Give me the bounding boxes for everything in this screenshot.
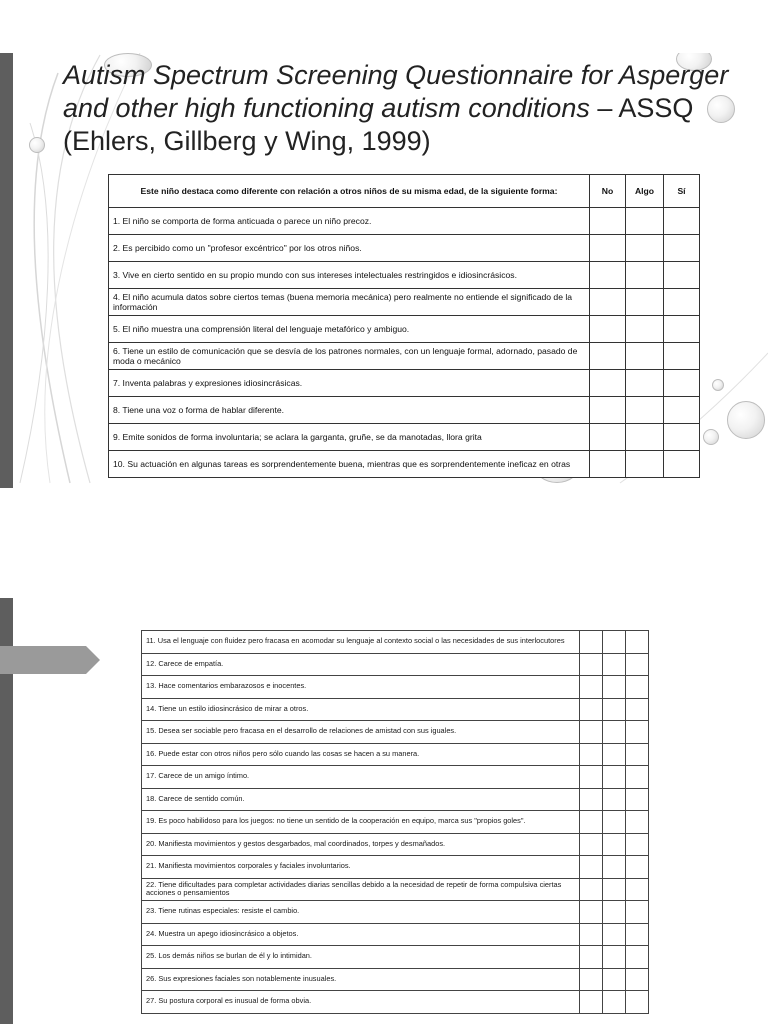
question-text: 18. Carece de sentido común. <box>142 788 580 811</box>
question-text: 19. Es poco habilidoso para los juegos: no tiene un sentido de la cooperación en equipo, marca sus "propios goles". <box>142 811 580 834</box>
table-row <box>142 631 649 654</box>
question-text: 22. Tiene dificultades para completar actividades diarias sencillas debido a la necesidad de repetir de forma compulsiva ciertas acciones o pensamientos <box>142 878 580 901</box>
table-row <box>109 316 700 343</box>
question-text: 21. Manifiesta movimientos corporales y faciales involuntarios. <box>142 856 580 879</box>
table-row <box>109 424 700 451</box>
page-title <box>63 59 743 158</box>
table-row <box>142 901 649 924</box>
answer-algo-cell[interactable] <box>603 653 626 676</box>
answer-no-cell[interactable] <box>580 833 603 856</box>
answer-algo-cell[interactable] <box>603 676 626 699</box>
question-text: 3. Vive en cierto sentido en su propio mundo con sus intereses intelectuales restringidos e idiosincrásicos. <box>109 262 590 289</box>
question-text: 10. Su actuación en algunas tareas es sorprendentemente buena, mientras que es sorprendentemente ineficaz en otras <box>109 451 590 478</box>
table-row <box>109 289 700 316</box>
answer-si-cell[interactable] <box>664 370 700 397</box>
answer-no-cell[interactable] <box>590 370 626 397</box>
header-si: Sí <box>664 175 700 208</box>
answer-si-cell[interactable] <box>626 766 649 789</box>
answer-no-cell[interactable] <box>580 968 603 991</box>
answer-si-cell[interactable] <box>626 653 649 676</box>
table-row <box>109 208 700 235</box>
answer-si-cell[interactable] <box>626 721 649 744</box>
answer-si-cell[interactable] <box>626 698 649 721</box>
table-header-row <box>109 175 700 208</box>
answer-si-cell[interactable] <box>664 424 700 451</box>
bubble-decoration <box>29 137 45 153</box>
bubble-decoration <box>703 429 719 445</box>
answer-si-cell[interactable] <box>626 991 649 1014</box>
answer-no-cell[interactable] <box>590 235 626 262</box>
answer-algo-cell[interactable] <box>603 901 626 924</box>
answer-algo-cell[interactable] <box>626 424 664 451</box>
question-text: 6. Tiene un estilo de comunicación que se desvía de los patrones normales, con un lenguaje formal, adornado, pasado de moda o mecánico <box>109 343 590 370</box>
question-text: 13. Hace comentarios embarazosos e inocentes. <box>142 676 580 699</box>
answer-si-cell[interactable] <box>626 856 649 879</box>
answer-no-cell[interactable] <box>580 698 603 721</box>
question-text: 1. El niño se comporta de forma anticuada o parece un niño precoz. <box>109 208 590 235</box>
answer-si-cell[interactable] <box>664 235 700 262</box>
answer-si-cell[interactable] <box>664 451 700 478</box>
answer-si-cell[interactable] <box>626 676 649 699</box>
answer-no-cell[interactable] <box>580 631 603 654</box>
table-row <box>109 343 700 370</box>
header-algo: Algo <box>626 175 664 208</box>
answer-si-cell[interactable] <box>626 631 649 654</box>
question-text: 7. Inventa palabras y expresiones idiosincrásicas. <box>109 370 590 397</box>
answer-no-cell[interactable] <box>580 788 603 811</box>
answer-algo-cell[interactable] <box>626 235 664 262</box>
title-citation: – ASSQ (Ehlers, Gillberg y Wing, 1999) <box>63 93 694 156</box>
answer-si-cell[interactable] <box>664 289 700 316</box>
answer-algo-cell[interactable] <box>626 451 664 478</box>
table-row <box>142 968 649 991</box>
answer-algo-cell[interactable] <box>626 262 664 289</box>
table-row <box>142 878 649 901</box>
answer-si-cell[interactable] <box>664 343 700 370</box>
answer-si-cell[interactable] <box>664 397 700 424</box>
answer-algo-cell[interactable] <box>626 316 664 343</box>
question-text: 24. Muestra un apego idiosincrásico a objetos. <box>142 923 580 946</box>
answer-no-cell[interactable] <box>580 923 603 946</box>
answer-no-cell[interactable] <box>580 811 603 834</box>
table-row <box>142 743 649 766</box>
answer-algo-cell[interactable] <box>603 631 626 654</box>
table-row <box>109 370 700 397</box>
table-row <box>142 923 649 946</box>
question-text: 14. Tiene un estilo idiosincrásico de mirar a otros. <box>142 698 580 721</box>
answer-algo-cell[interactable] <box>626 397 664 424</box>
header-no: No <box>590 175 626 208</box>
answer-algo-cell[interactable] <box>603 946 626 969</box>
answer-si-cell[interactable] <box>664 316 700 343</box>
table-row <box>109 451 700 478</box>
answer-si-cell[interactable] <box>626 788 649 811</box>
answer-algo-cell[interactable] <box>603 923 626 946</box>
question-text: 23. Tiene rutinas especiales: resiste el cambio. <box>142 901 580 924</box>
slide-1 <box>0 53 768 488</box>
question-text: 9. Emite sonidos de forma involuntaria; se aclara la garganta, gruñe, se da manotadas, llora grita <box>109 424 590 451</box>
question-text: 25. Los demás niños se burlan de él y lo intimidan. <box>142 946 580 969</box>
slide-accent-bar <box>0 53 13 488</box>
answer-algo-cell[interactable] <box>603 698 626 721</box>
answer-algo-cell[interactable] <box>626 343 664 370</box>
answer-no-cell[interactable] <box>580 676 603 699</box>
answer-no-cell[interactable] <box>580 653 603 676</box>
question-text: 15. Desea ser sociable pero fracasa en el desarrollo de relaciones de amistad con sus iguales. <box>142 721 580 744</box>
answer-algo-cell[interactable] <box>603 743 626 766</box>
table-row <box>142 676 649 699</box>
answer-si-cell[interactable] <box>626 901 649 924</box>
questionnaire-table-1 <box>108 174 700 478</box>
answer-algo-cell[interactable] <box>603 968 626 991</box>
answer-si-cell[interactable] <box>626 811 649 834</box>
answer-si-cell[interactable] <box>626 833 649 856</box>
answer-algo-cell[interactable] <box>603 856 626 879</box>
answer-algo-cell[interactable] <box>603 833 626 856</box>
answer-no-cell[interactable] <box>580 901 603 924</box>
bubble-decoration <box>727 401 765 439</box>
table-row <box>142 856 649 879</box>
table-row <box>142 833 649 856</box>
answer-si-cell[interactable] <box>626 923 649 946</box>
answer-no-cell[interactable] <box>580 991 603 1014</box>
answer-no-cell[interactable] <box>580 946 603 969</box>
question-text: 2. Es percibido como un "profesor excéntrico" por los otros niños. <box>109 235 590 262</box>
question-text: 26. Sus expresiones faciales son notablemente inusuales. <box>142 968 580 991</box>
answer-no-cell[interactable] <box>580 721 603 744</box>
table-row <box>142 991 649 1014</box>
answer-no-cell[interactable] <box>590 289 626 316</box>
slide-2 <box>0 598 768 1024</box>
question-text: 5. El niño muestra una comprensión literal del lenguaje metafórico y ambiguo. <box>109 316 590 343</box>
answer-si-cell[interactable] <box>626 743 649 766</box>
answer-no-cell[interactable] <box>580 878 603 901</box>
table-row <box>142 653 649 676</box>
bubble-decoration <box>712 379 724 391</box>
answer-si-cell[interactable] <box>626 878 649 901</box>
question-text: 20. Manifiesta movimientos y gestos desgarbados, mal coordinados, torpes y desmañados. <box>142 833 580 856</box>
answer-algo-cell[interactable] <box>603 788 626 811</box>
answer-no-cell[interactable] <box>590 397 626 424</box>
question-text: 27. Su postura corporal es inusual de forma obvia. <box>142 991 580 1014</box>
answer-si-cell[interactable] <box>626 968 649 991</box>
title-italic: Autism Spectrum Screening Questionnaire for Asperger and other high functioning autism conditions <box>63 60 729 123</box>
question-text: 16. Puede estar con otros niños pero sólo cuando las cosas se hacen a su manera. <box>142 743 580 766</box>
answer-no-cell[interactable] <box>590 424 626 451</box>
answer-no-cell[interactable] <box>580 743 603 766</box>
table-row <box>142 721 649 744</box>
question-text: 17. Carece de un amigo íntimo. <box>142 766 580 789</box>
answer-no-cell[interactable] <box>590 262 626 289</box>
question-text: 12. Carece de empatía. <box>142 653 580 676</box>
answer-algo-cell[interactable] <box>626 289 664 316</box>
table-row <box>142 946 649 969</box>
table-row <box>142 811 649 834</box>
table-row <box>109 235 700 262</box>
answer-algo-cell[interactable] <box>603 766 626 789</box>
table-row <box>142 766 649 789</box>
answer-no-cell[interactable] <box>590 451 626 478</box>
header-question: Este niño destaca como diferente con relación a otros niños de su misma edad, de la siguiente forma: <box>109 175 590 208</box>
answer-no-cell[interactable] <box>590 343 626 370</box>
table-row <box>142 698 649 721</box>
answer-algo-cell[interactable] <box>626 208 664 235</box>
answer-algo-cell[interactable] <box>603 878 626 901</box>
answer-algo-cell[interactable] <box>603 811 626 834</box>
answer-si-cell[interactable] <box>626 946 649 969</box>
table-row <box>109 397 700 424</box>
table-row <box>142 788 649 811</box>
answer-si-cell[interactable] <box>664 208 700 235</box>
answer-no-cell[interactable] <box>590 208 626 235</box>
answer-no-cell[interactable] <box>580 766 603 789</box>
answer-no-cell[interactable] <box>590 316 626 343</box>
answer-no-cell[interactable] <box>580 856 603 879</box>
questionnaire-table-2 <box>141 630 649 1014</box>
question-text: 4. El niño acumula datos sobre ciertos temas (buena memoria mecánica) pero realmente no entiende el significado de la información <box>109 289 590 316</box>
answer-algo-cell[interactable] <box>603 991 626 1014</box>
answer-algo-cell[interactable] <box>603 721 626 744</box>
arrow-tab-decoration <box>0 646 100 674</box>
answer-si-cell[interactable] <box>664 262 700 289</box>
table-row <box>109 262 700 289</box>
question-text: 8. Tiene una voz o forma de hablar diferente. <box>109 397 590 424</box>
question-text: 11. Usa el lenguaje con fluidez pero fracasa en acomodar su lenguaje al contexto social o las necesidades de sus interlocutores <box>142 631 580 654</box>
answer-algo-cell[interactable] <box>626 370 664 397</box>
